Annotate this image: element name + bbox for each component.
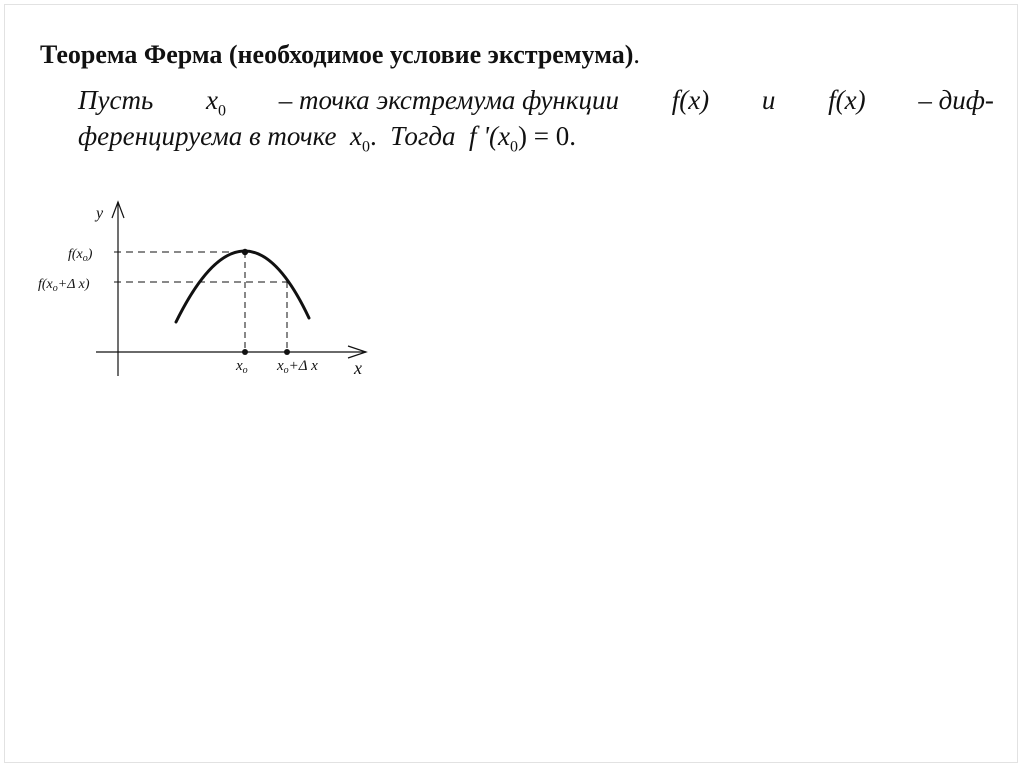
statement-line-2 <box>78 118 994 154</box>
period: . <box>370 121 377 151</box>
phrase-differentiable: ференцируема в точке <box>78 121 337 151</box>
extremum-figure <box>0 190 420 390</box>
word-and: и <box>761 85 776 115</box>
theorem-title <box>40 40 640 70</box>
x-axis-label: x <box>354 358 362 378</box>
var-x0-b: $x_0$ <box>350 121 371 156</box>
phrase-dif: – диф- <box>918 85 994 115</box>
label-x0dx: $x_o+\Delta$ x <box>277 358 318 376</box>
label-x0: $x_o$ <box>236 358 248 376</box>
theorem-statement <box>78 82 994 154</box>
function-curve <box>176 251 309 322</box>
word-then: Тогда <box>390 121 456 151</box>
point-max <box>242 249 248 255</box>
word-let: Пусть <box>78 85 154 115</box>
theorem-title-period: . <box>633 40 640 69</box>
theorem-title-text: Теорема Ферма (необходимое условие экстремума) <box>40 40 634 69</box>
derivative-equation: f '$(x_0) = 0$. <box>469 121 576 156</box>
label-fx0dx: $f(x_o+\Delta$ x) <box>38 277 90 294</box>
label-fx0: $f(x_o)$ <box>68 247 93 264</box>
point-x0dx <box>284 349 290 355</box>
expr-fx-1: f(x) <box>671 85 710 115</box>
expr-fx-2: f(x) <box>828 85 866 115</box>
y-axis-label: y <box>96 205 104 222</box>
var-x0: $x_0$ <box>206 85 226 120</box>
point-x0 <box>242 349 248 355</box>
statement-line-1 <box>78 82 994 118</box>
phrase-extremum-point: – точка экстремума функции <box>278 85 619 115</box>
